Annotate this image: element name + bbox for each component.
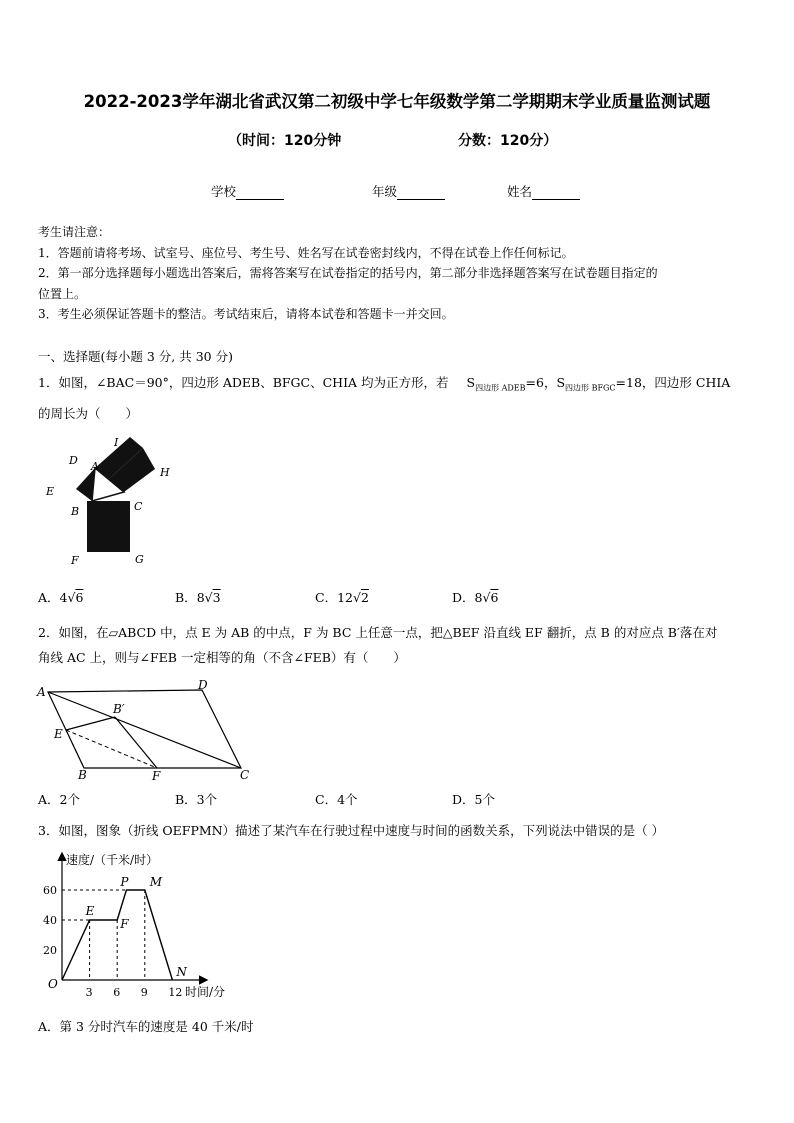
name-field[interactable] <box>507 182 580 200</box>
fig-label: A <box>37 685 46 699</box>
notice-block <box>38 222 758 325</box>
q1-option-d[interactable]: D．8√6 <box>452 590 499 605</box>
x-tick-label: 6 <box>113 986 121 999</box>
question-1-text: 1．如图，∠BAC＝90°，四边形 ADEB、BFGC、CHIA 均为正方形，若 $S_{四边形 ADEB}=6$，$S_{四边形 BFGC}=18$，四边形 CHIA 的周长为（ ） <box>38 375 731 421</box>
fig-label: D <box>69 454 78 467</box>
q3-speed-time-chart <box>40 848 260 1008</box>
segment-ef <box>66 730 157 768</box>
q1-option-b[interactable]: B．8√3 <box>175 590 221 605</box>
fig-label: E <box>46 485 55 498</box>
point-label: F <box>120 917 129 931</box>
y-tick-label: 60 <box>43 884 57 897</box>
school-label: 学校 <box>211 184 237 199</box>
segment-eb-prime <box>66 717 115 730</box>
square-bfgc <box>87 501 130 552</box>
x-axis-label: 时间/分 <box>185 985 226 999</box>
fig-label: E <box>54 727 63 741</box>
fig-label: C <box>240 768 250 782</box>
name-label: 姓名 <box>507 184 533 199</box>
x-tick-label: 3 <box>85 986 93 999</box>
x-tick-label: 9 <box>140 986 148 999</box>
exam-score: 分数：120分） <box>458 133 558 149</box>
notice-item: 3．考生必须保证答题卡的整洁。考试结束后，请将本试卷和答题卡一并交回。 <box>38 307 454 321</box>
q2-option-d[interactable]: D．5个 <box>452 792 495 807</box>
point-label: E <box>85 904 95 918</box>
q1-figure <box>42 432 182 572</box>
point-label: P <box>120 875 129 889</box>
fig-label: G <box>135 553 144 566</box>
fig-label: C <box>134 500 143 513</box>
notice-item: 位置上。 <box>38 286 87 301</box>
paper-title: 2022-2023学年湖北省武汉第二初级中学七年级数学第二学期期末学业质量监测试题 <box>83 92 711 111</box>
section-heading: 一、选择题(每小题 3 分, 共 30 分) <box>38 349 233 364</box>
fig-label: H <box>160 466 170 479</box>
q2-option-c[interactable]: C．4个 <box>315 792 358 807</box>
q1-option-c[interactable]: C．12√2 <box>315 590 369 605</box>
tick-group <box>43 884 182 999</box>
q2-option-a[interactable]: A．2个 <box>38 792 80 807</box>
question-3-text: 3．如图，图象（折线 OEFPMN）描述了某汽车在行驶过程中速度与时间的函数关系，下列说法中错误的是（ ） <box>38 823 665 838</box>
question-2-text: 2．如图，在▱ABCD 中，点 E 为 AB 的中点，F 为 BC 上任意一点，把△BEF 沿直线 EF 翻折，点 B 的对应点 B′落在对 角线 AC 上，则与∠FEB 一定相等的角（不含∠FEB）有（ ） <box>38 625 718 665</box>
notice-item: 1．答题前请将考场、试室号、座位号、考生号、姓名写在试卷密封线内，不得在试卷上作任何标记。 <box>38 245 574 260</box>
fig-label: I <box>114 436 119 449</box>
origin-label: O <box>48 977 58 991</box>
point-label: N <box>176 965 187 979</box>
fig-label: A <box>91 460 99 473</box>
fig-label: F <box>152 769 161 783</box>
notice-heading: 考生请注意： <box>38 225 111 239</box>
q2-option-b[interactable]: B．3个 <box>175 792 218 807</box>
grade-field[interactable] <box>372 182 445 200</box>
q3-option-a[interactable]: A．第 3 分时汽车的速度是 40 千米/时 <box>38 1019 254 1034</box>
y-tick-label: 20 <box>43 944 57 957</box>
fig-label: B <box>71 505 80 518</box>
segment-b-prime-f <box>115 717 157 768</box>
exam-time: （时间：120分钟 <box>228 133 342 149</box>
fig-label: D <box>198 680 208 692</box>
guide-lines <box>62 890 145 980</box>
q1-option-a[interactable]: A．4√6 <box>38 590 84 605</box>
point-label: M <box>149 875 163 889</box>
school-field[interactable] <box>211 182 284 200</box>
fig-label: B′ <box>113 702 125 716</box>
q1-options <box>38 588 760 608</box>
q2-options <box>38 790 760 810</box>
x-tick-label: 12 <box>168 986 183 999</box>
y-axis-label: 速度/（千米/时） <box>66 853 159 867</box>
q2-figure <box>36 680 256 784</box>
fig-label: B <box>78 768 87 782</box>
notice-item: 2．第一部分选择题每小题选出答案后，需将答案写在试卷指定的括号内，第二部分非选择题答案写在试卷题目指定的 <box>38 266 658 280</box>
diagonal-ac <box>48 692 241 768</box>
grade-label: 年级 <box>372 184 398 199</box>
fig-label: F <box>71 554 79 567</box>
y-tick-label: 40 <box>43 914 57 927</box>
